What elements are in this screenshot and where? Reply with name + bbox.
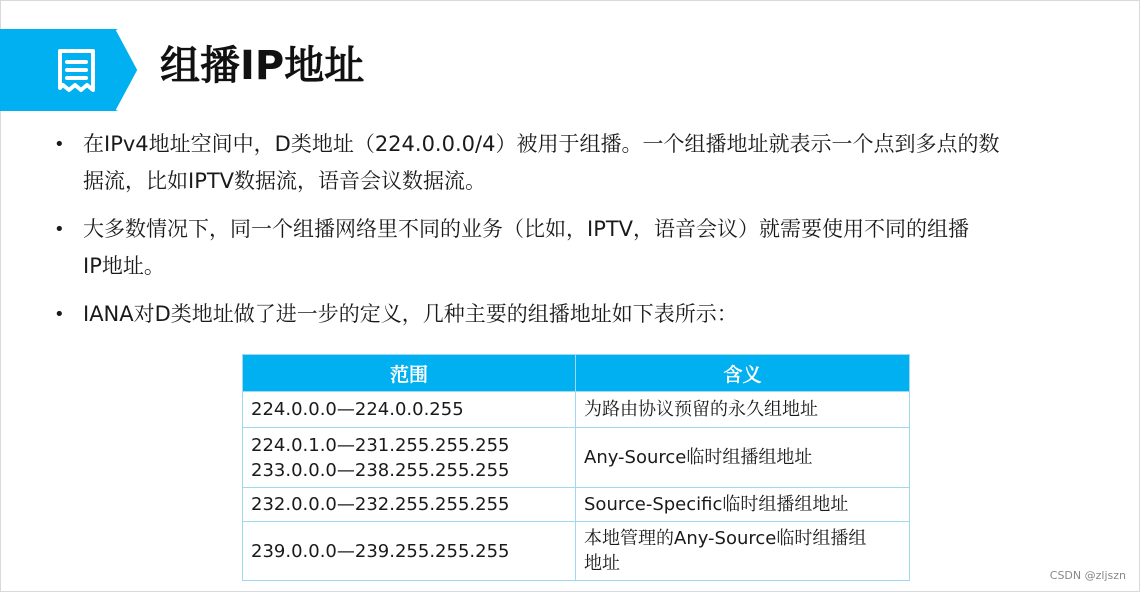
bullet-text-line: 在IPv4地址空间中，D类地址（224.0.0.0/4）被用于组播。一个组播地址就表示一个点到多点的数 xyxy=(83,132,1000,156)
meaning-text: Source-Specific临时组播组地址 xyxy=(584,494,849,515)
meaning-cell xyxy=(576,522,910,581)
meaning-text: Any-Source临时组播组地址 xyxy=(584,447,813,468)
column-header-range: 范围 xyxy=(243,355,576,392)
range-text: 239.0.0.0—239.255.255.255 xyxy=(251,540,510,562)
bullet-list xyxy=(52,126,1112,344)
title-banner xyxy=(0,29,140,111)
bullet-text-line: 据流，比如IPTV数据流，语音会议数据流。 xyxy=(83,169,487,193)
range-text: 233.0.0.0—238.255.255.255 xyxy=(251,459,510,481)
range-cell xyxy=(243,392,576,428)
page-title: 组播IP地址 xyxy=(160,43,365,89)
meaning-cell xyxy=(576,428,910,488)
table-row xyxy=(243,428,910,488)
meaning-text: 本地管理的Any-Source临时组播组 xyxy=(584,528,867,549)
meaning-text: 地址 xyxy=(584,553,620,574)
meaning-text: 为路由协议预留的永久组地址 xyxy=(584,399,818,420)
title-banner-shape xyxy=(0,29,140,111)
range-cell xyxy=(243,522,576,581)
column-header-meaning: 含义 xyxy=(576,355,910,392)
table-row xyxy=(243,392,910,428)
table-row xyxy=(243,522,910,581)
range-text: 224.0.0.0—224.0.0.255 xyxy=(251,399,464,420)
bullet-text-line: IP地址。 xyxy=(83,254,165,278)
watermark: CSDN @zljszn xyxy=(1049,569,1126,582)
table-header-row xyxy=(243,355,910,392)
range-cell xyxy=(243,428,576,488)
bullet-item xyxy=(52,211,1112,285)
range-cell xyxy=(243,488,576,522)
bullet-item xyxy=(52,126,1112,200)
range-text: 224.0.1.0—231.255.255.255 xyxy=(251,434,510,456)
bullet-dot: • xyxy=(54,219,65,240)
meaning-cell xyxy=(576,392,910,428)
multicast-address-table xyxy=(242,354,910,581)
bullet-dot: • xyxy=(54,134,65,155)
bullet-item xyxy=(52,296,1112,333)
meaning-cell xyxy=(576,488,910,522)
bullet-dot: • xyxy=(54,304,65,325)
bullet-text-line: 大多数情况下，同一个组播网络里不同的业务（比如，IPTV，语音会议）就需要使用不同的组播 xyxy=(83,217,970,241)
table-row xyxy=(243,488,910,522)
range-text: 232.0.0.0—232.255.255.255 xyxy=(251,494,510,515)
bullet-text-line: IANA对D类地址做了进一步的定义，几种主要的组播地址如下表所示： xyxy=(83,302,738,326)
